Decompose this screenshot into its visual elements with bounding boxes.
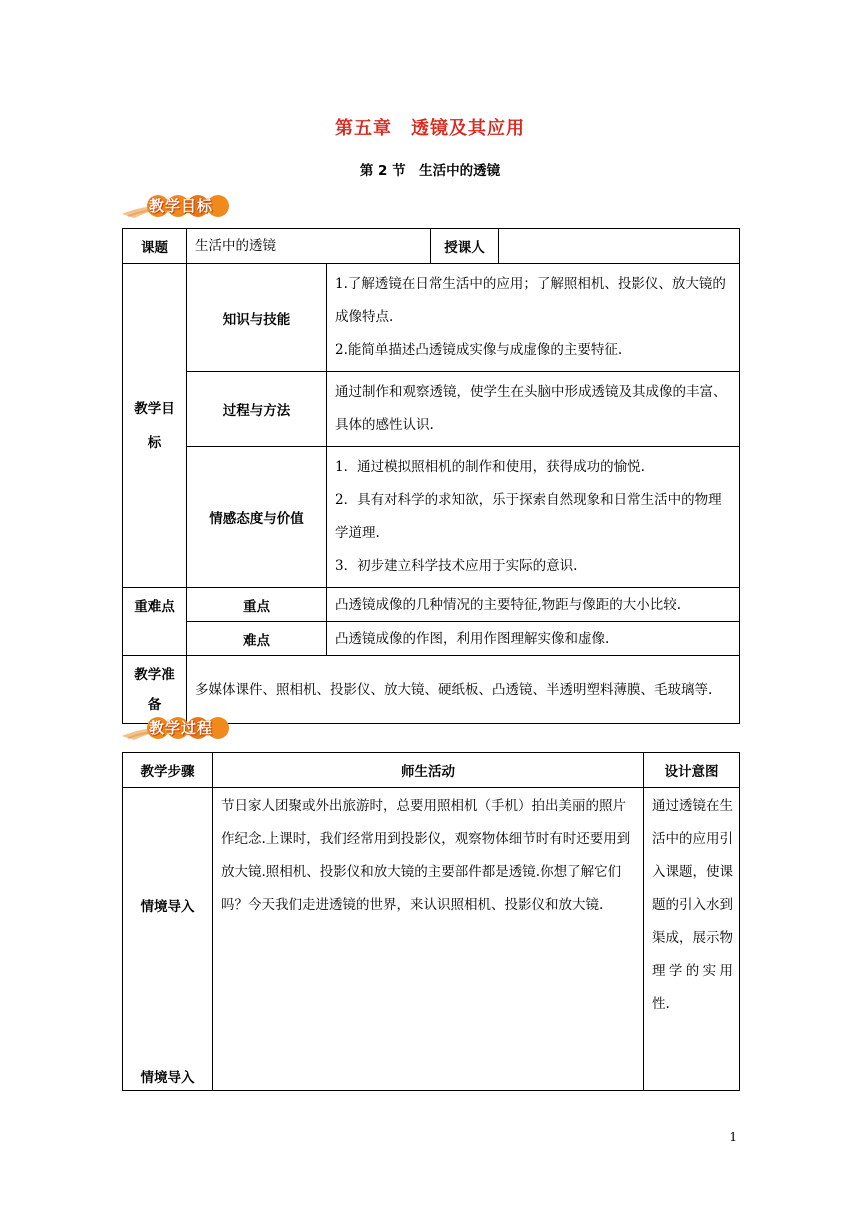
process-header-row	[123, 753, 740, 788]
process-method-label: 过程与方法	[187, 372, 327, 447]
topic-value: 生活中的透镜	[187, 229, 431, 264]
section-title: 第 2 节 生活中的透镜	[359, 163, 501, 179]
chapter-title: 第五章 透镜及其应用	[335, 118, 525, 139]
teacher-value	[499, 229, 740, 264]
teacher-label: 授课人	[431, 229, 499, 264]
process-banner-text: 教学过程	[149, 719, 214, 737]
intent-text: 通过透镜在生活中的应用引入课题，使课题的引入水到渠成，展示物理学的实用性.	[644, 788, 740, 1091]
key-text: 凸透镜成像的几种情况的主要特征,物距与像距的大小比较.	[327, 588, 740, 622]
knowledge-item: 1.了解透镜在日常生活中的应用；了解照相机、投影仪、放大镜的成像特点.	[335, 276, 726, 325]
knowledge-label: 知识与技能	[187, 264, 327, 372]
objectives-table	[122, 228, 740, 724]
topic-row	[123, 229, 740, 264]
attitude-label: 情感态度与价值	[187, 447, 327, 588]
process-banner	[120, 714, 260, 744]
key-points-label: 重难点	[123, 588, 187, 656]
prep-label: 教学准备	[123, 656, 187, 724]
table-row	[123, 788, 740, 1091]
step-label: 情境导入	[140, 899, 195, 915]
activity-text: 节日家人团聚或外出旅游时，总要用照相机（手机）拍出美丽的照片作纪念.上课时，我们经常用到投影仪，观察物体细节时有时还要用到放大镜.照相机、投影仪和放大镜的主要部件都是透镜.你想了解它们吗？今天我们走进透镜的世界，来认识照相机、投影仪和放大镜.	[213, 788, 644, 1091]
attitude-item: 1．通过模拟照相机的制作和使用，获得成功的愉悦.	[335, 459, 645, 475]
process-method-row	[123, 372, 740, 447]
key-point-row	[123, 588, 740, 622]
prep-text: 多媒体课件、照相机、投影仪、放大镜、硬纸板、凸透镜、半透明塑料薄膜、毛玻璃等.	[187, 656, 740, 724]
objectives-banner	[120, 192, 260, 222]
column-header: 教学步骤	[123, 753, 213, 788]
difficulty-label: 难点	[187, 622, 327, 656]
attitude-content	[327, 447, 740, 588]
process-table	[122, 752, 740, 1091]
column-header: 师生活动	[213, 753, 644, 788]
attitude-row	[123, 447, 740, 588]
objectives-banner-text: 教学目标	[149, 197, 214, 215]
knowledge-content	[327, 264, 740, 372]
attitude-item: 2．具有对科学的求知欲，乐于探索自然现象和日常生活中的物理学道理.	[335, 492, 722, 541]
process-method-text: 通过制作和观察透镜，使学生在头脑中形成透镜及其成像的丰富、具体的感性认识.	[327, 372, 740, 447]
step-label-repeat: 情境导入	[140, 1070, 195, 1086]
knowledge-row	[123, 264, 740, 372]
step-cell	[123, 788, 213, 1091]
attitude-item: 3．初步建立科学技术应用于实际的意识.	[335, 558, 578, 574]
knowledge-item: 2.能简单描述凸透镜成实像与成虚像的主要特征.	[335, 342, 623, 358]
topic-label: 课题	[123, 229, 187, 264]
key-label: 重点	[187, 588, 327, 622]
difficulty-row	[123, 622, 740, 656]
difficulty-text: 凸透镜成像的作图，利用作图理解实像和虚像.	[327, 622, 740, 656]
page-number: 1	[729, 1130, 737, 1144]
goals-label: 教学目标	[123, 264, 187, 588]
column-header: 设计意图	[644, 753, 740, 788]
